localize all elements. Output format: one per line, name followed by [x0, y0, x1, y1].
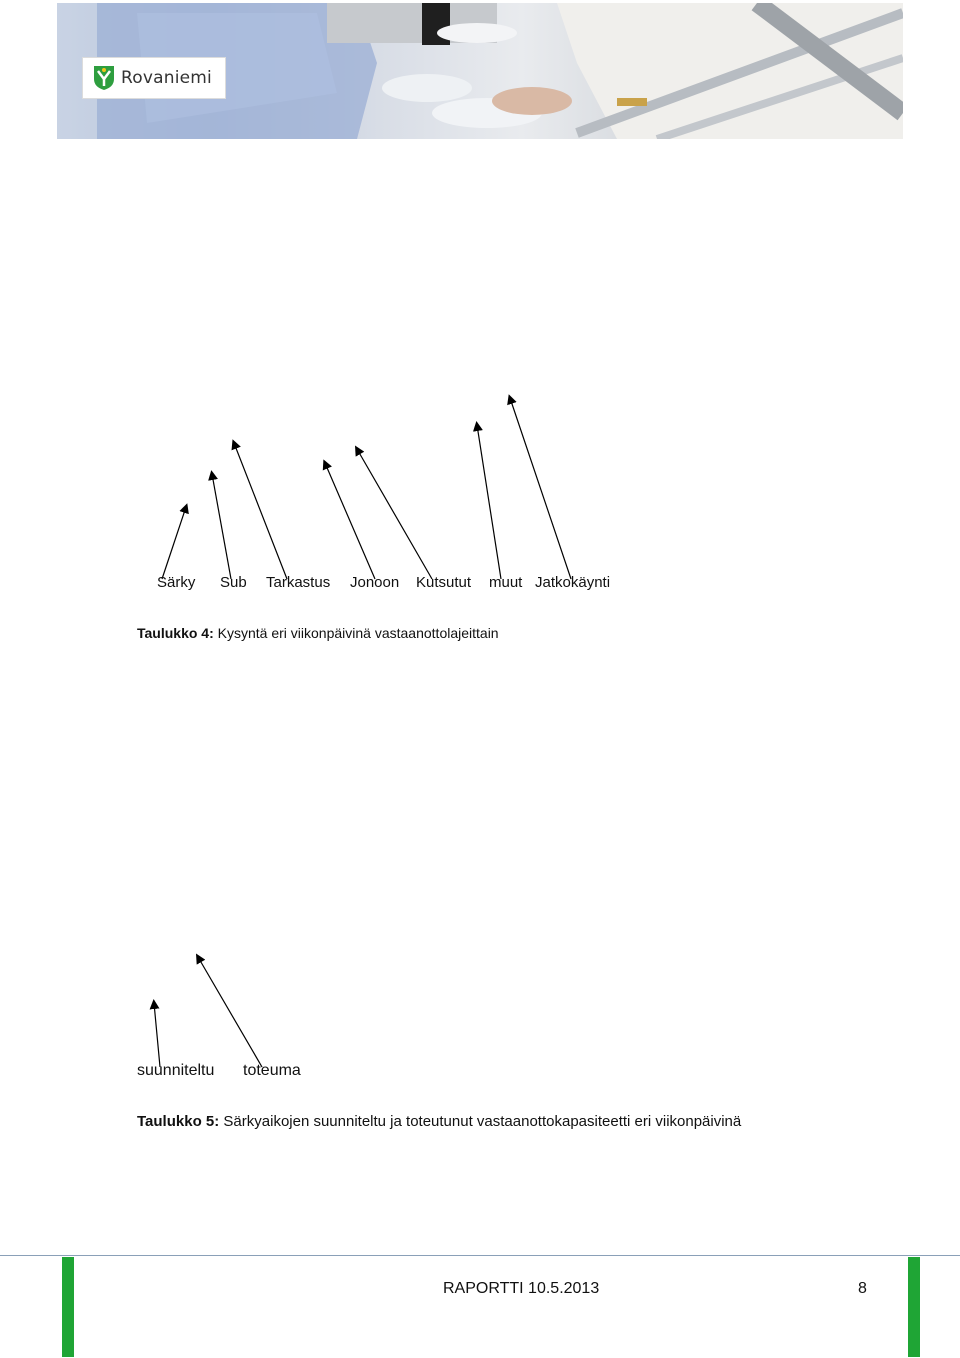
- legend-label-kutsutut: Kutsutut: [416, 574, 472, 591]
- table5-caption-text: Särkyaikojen suunniteltu ja toteutunut vastaanottokapasiteetti eri viikonpäivinä: [223, 1113, 742, 1130]
- legend-label-suunniteltu: suunniteltu: [137, 1062, 215, 1079]
- footer-report-text: RAPORTTI 10.5.2013: [443, 1280, 600, 1297]
- table4-caption-label: Taulukko 4:: [137, 625, 214, 641]
- arrow-jatkokaynti: [510, 398, 571, 579]
- arrow-tarkastus: [234, 443, 287, 579]
- table4-caption: [137, 625, 499, 641]
- legend-label-tarkastus: Tarkastus: [266, 574, 331, 591]
- legend-label-sarky: Särky: [157, 574, 196, 591]
- legend-label-toteuma: toteuma: [243, 1062, 301, 1079]
- arrow-muut: [477, 425, 501, 579]
- legend-label-muut: muut: [489, 574, 523, 591]
- footer-page-number: 8: [858, 1280, 867, 1297]
- footer-rule: [0, 1255, 960, 1256]
- legend-label-jatkokaynti: Jatkokäynti: [535, 574, 611, 591]
- arrow-toteuma: [198, 957, 262, 1067]
- arrow-sub: [212, 474, 231, 579]
- arrow-suunniteltu: [154, 1003, 160, 1067]
- arrow-kutsutut: [357, 449, 432, 579]
- footer-left-bar: [62, 1257, 74, 1357]
- legend-label-jonoon: Jonoon: [350, 574, 400, 591]
- table5-caption-label: Taulukko 5:: [137, 1113, 220, 1130]
- footer-right-bar: [908, 1257, 920, 1357]
- table4-caption-text: Kysyntä eri viikonpäivinä vastaanottolajeittain: [217, 625, 499, 641]
- table5-caption: [137, 1113, 741, 1130]
- logo-text: Rovaniemi: [121, 68, 212, 88]
- legend-label-sub: Sub: [220, 574, 247, 591]
- arrow-sarky: [162, 507, 186, 579]
- arrow-jonoon: [325, 463, 375, 579]
